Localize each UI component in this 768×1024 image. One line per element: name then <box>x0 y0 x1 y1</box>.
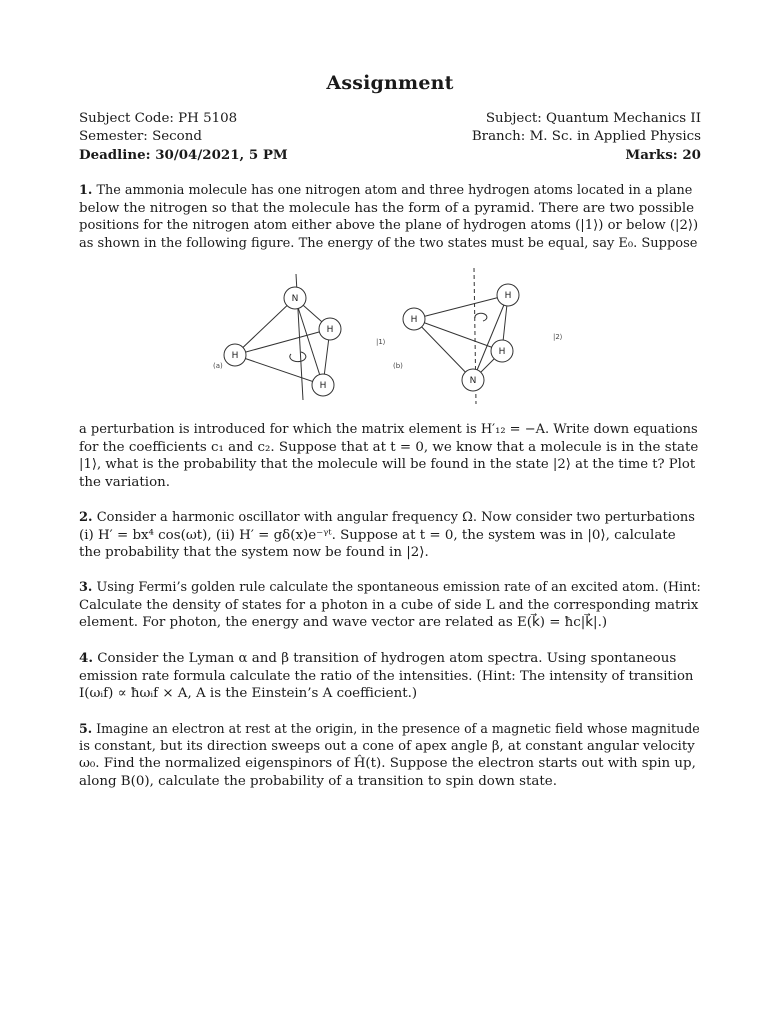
question-1-continued <box>79 421 701 491</box>
state-label-2: |2⟩ <box>553 333 563 341</box>
header-info <box>79 110 701 164</box>
rotation-arrow-a <box>290 352 306 362</box>
ammonia-diagram <box>79 264 701 404</box>
question-line: (i) H′ = bx⁴ cos(ωt), (ii) H′ = gδ(x)e⁻ᵞᵗ. Suppose at t = 0, the system was in |0⟩, calculate <box>79 527 676 543</box>
question-line: the variation. <box>79 474 171 490</box>
question-4-text <box>79 650 701 703</box>
question-number: 3. <box>79 580 93 595</box>
semester: Semester: Second <box>79 129 202 144</box>
branch: Branch: M. Sc. in Applied Physics <box>471 129 701 144</box>
rotation-arrow-b <box>475 313 487 321</box>
atom-label: N <box>469 376 477 386</box>
bond-b <box>414 319 473 380</box>
question-3-text <box>79 579 701 632</box>
question-number: 4. <box>79 650 93 666</box>
bond-b <box>473 295 508 380</box>
atom-label: N <box>291 294 299 304</box>
question-line: for the coefficients c₁ and c₂. Suppose that at t = 0, we know that a molecule is in the state <box>79 439 699 455</box>
state-label-1: |1⟩ <box>376 338 386 346</box>
question-line: Imagine an electron at rest at the origin, in the presence of a magnetic field whose magnitude <box>96 721 700 736</box>
ammonia-figure <box>79 264 701 404</box>
atom-label: H <box>410 315 418 325</box>
question-1-text <box>79 182 701 252</box>
question-number: 5. <box>79 721 93 736</box>
panel-label-b: (b) <box>393 362 403 370</box>
atom-label: H <box>498 347 506 357</box>
atom-label: H <box>504 291 512 301</box>
question-line: I(ωᵢf) ∝ ħωᵢf × A, A is the Einstein’s A coefficient.) <box>79 686 418 701</box>
question-5-text <box>79 720 701 790</box>
atom-label: H <box>319 381 327 391</box>
question-2-text <box>79 509 701 562</box>
question-line: is constant, but its direction sweeps out a cone of apex angle β, at constant angular velocity <box>79 738 695 754</box>
question-line: Consider the Lyman α and β transition of hydrogen atom spectra. Using spontaneous <box>97 651 677 666</box>
question-line: emission rate formula calculate the ratio of the intensities. (Hint: The intensity of transition <box>79 668 694 684</box>
bond-b <box>414 295 508 319</box>
question-line: Using Fermi’s golden rule calculate the spontaneous emission rate of an excited atom. (Hint: <box>96 580 701 595</box>
atom-label: H <box>326 325 334 335</box>
bond-a <box>235 355 323 385</box>
bond-b <box>414 319 502 351</box>
question-line: below the nitrogen so that the molecule has the form of a pyramid. There are two possible <box>79 200 695 216</box>
question-line: Consider a harmonic oscillator with angular frequency Ω. Now consider two perturbations <box>96 510 695 525</box>
question-line: a perturbation is introduced for which the matrix element is H′₁₂ = −A. Write down equations <box>79 422 698 437</box>
subject-name: Subject: Quantum Mechanics II <box>485 111 701 126</box>
subject-code: Subject Code: PH 5108 <box>79 111 238 126</box>
question-line: along B(0), calculate the probability of a transition to spin down state. <box>79 773 557 789</box>
question-line: the probability that the system now be found in |2⟩. <box>79 545 429 560</box>
question-line: Calculate the density of states for a photon in a cube of side L and the corresponding matrix <box>79 597 699 613</box>
question-number: 2. <box>79 510 93 525</box>
question-line: |1⟩, what is the probability that the molecule will be found in the state |2⟩ at the time t? Plot <box>79 457 696 472</box>
question-line: as shown in the following figure. The energy of the two states must be equal, say E₀. Suppose <box>79 235 698 251</box>
marks: Marks: 20 <box>625 147 701 163</box>
question-number: 1. <box>79 183 93 198</box>
question-line: The ammonia molecule has one nitrogen atom and three hydrogen atoms located in a plane <box>96 183 693 198</box>
atom-label: H <box>231 351 239 361</box>
question-line: positions for the nitrogen atom either above the plane of hydrogen atoms (|1⟩) or below (|2⟩) <box>79 218 699 233</box>
question-line: element. For photon, the energy and wave vector are related as E(k⃗) = ħc|k⃗|.) <box>79 615 608 630</box>
deadline: Deadline: 30/04/2021, 5 PM <box>79 147 288 163</box>
page-title: Assignment <box>326 72 454 94</box>
question-line: ω₀. Find the normalized eigenspinors of Ĥ(t). Suppose the electron starts out with spin up, <box>79 756 696 771</box>
panel-label-a: (a) <box>213 362 223 370</box>
